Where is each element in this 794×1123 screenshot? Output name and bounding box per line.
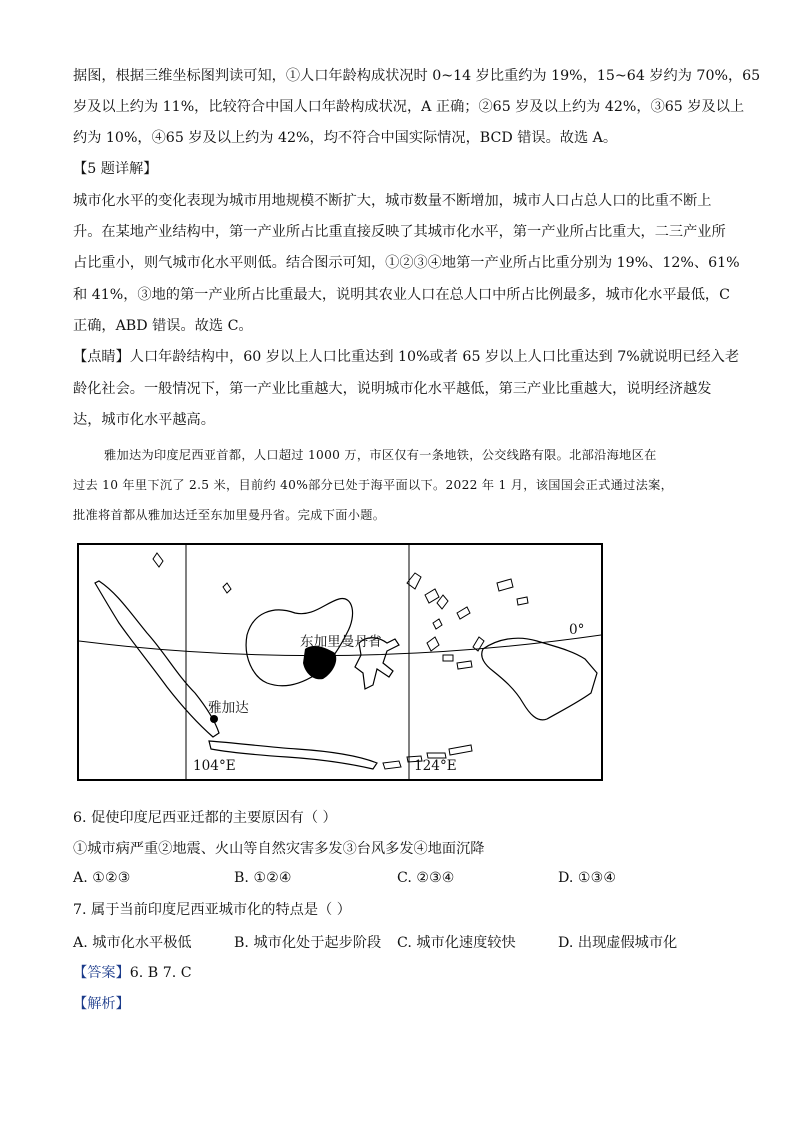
question-6-items: ①城市病严重②地震、火山等自然灾害多发③台风多发④地面沉降 xyxy=(73,841,485,857)
section-header-5: 【5 题详解】 xyxy=(73,161,158,177)
map-label-capital: 雅加达 xyxy=(208,700,249,716)
map-label-lon1: 104°E xyxy=(193,758,236,774)
tip-line: 达，城市化水平越高。 xyxy=(73,412,215,428)
paragraph-line: 据图，根据三维坐标图判读可知，①人口年龄构成状况时 0~14 岁比重约为 19%，15~64 岁约为 70%，65 xyxy=(73,68,761,84)
paragraph-line: 占比重小，则气城市化水平则低。结合图示可知，①②③④地第一产业所占比重分别为 19%、12%、61% xyxy=(73,255,740,271)
material-line: 过去 10 年里下沉了 2.5 米，目前约 40%部分已处于海平面以下。2022 年 1 月，该国国会正式通过法案， xyxy=(73,478,674,492)
indonesia-map xyxy=(77,543,603,781)
question-7-stem: 7. 属于当前印度尼西亚城市化的特点是（ ） xyxy=(73,902,351,918)
question-7-option-d[interactable]: D. 出现虚假城市化 xyxy=(558,935,678,951)
material-line: 批准将首都从雅加达迁至东加里曼丹省。完成下面小题。 xyxy=(73,508,386,522)
paragraph-line: 升。在某地产业结构中，第一产业所占比重直接反映了其城市化水平，第一产业所占比重大，二三产业所 xyxy=(73,224,726,240)
question-6-stem: 6. 促使印度尼西亚迁都的主要原因有（ ） xyxy=(73,810,337,826)
paragraph-line: 岁及以上约为 11%，比较符合中国人口年龄构成状况，A 正确；②65 岁及以上约为 42%，③65 岁及以上 xyxy=(73,99,745,115)
map-label-equator: 0° xyxy=(569,622,585,638)
tip-line: 龄化社会。一般情况下，第一产业比重越大，说明城市化水平越低，第三产业比重越大，说明经济越发 xyxy=(73,381,712,397)
paragraph-line: 正确，ABD 错误。故选 C。 xyxy=(73,318,253,334)
question-6-option-c[interactable]: C. ②③④ xyxy=(397,870,455,886)
paragraph-line: 和 41%，③地的第一产业所占比重最大，说明其农业人口在总人口中所占比例最多，城市化水平最低，C xyxy=(73,287,730,303)
question-6-option-d[interactable]: D. ①③④ xyxy=(558,870,617,886)
answer-text: 6. B 7. C xyxy=(129,965,192,981)
material-line: 雅加达为印度尼西亚首都，人口超过 1000 万，市区仅有一条地铁，公交线路有限。北部沿海地区在 xyxy=(104,448,657,462)
map-label-lon2: 124°E xyxy=(414,758,457,774)
answer-row xyxy=(73,963,192,983)
question-6-option-a[interactable]: A. ①②③ xyxy=(73,870,131,886)
question-7-option-c[interactable]: C. 城市化速度较快 xyxy=(397,935,516,951)
paragraph-line: 城市化水平的变化表现为城市用地规模不断扩大，城市数量不断增加，城市人口占总人口的比重不断上 xyxy=(73,193,712,209)
tip-line: 【点睛】人口年龄结构中，60 岁以上人口比重达到 10%或者 65 岁以上人口比重达到 7%就说明已经入老 xyxy=(73,349,740,365)
question-7-option-a[interactable]: A. 城市化水平极低 xyxy=(73,935,192,951)
answer-tag: 【答案】 xyxy=(73,965,130,981)
paragraph-line: 约为 10%，④65 岁及以上约为 42%，均不符合中国实际情况，BCD 错误。故选 A。 xyxy=(73,130,618,146)
question-6-option-b[interactable]: B. ①②④ xyxy=(234,870,292,886)
question-7-option-b[interactable]: B. 城市化处于起步阶段 xyxy=(234,935,382,951)
analysis-tag: 【解析】 xyxy=(73,996,130,1012)
map-label-province: 东加里曼丹省 xyxy=(300,634,382,650)
